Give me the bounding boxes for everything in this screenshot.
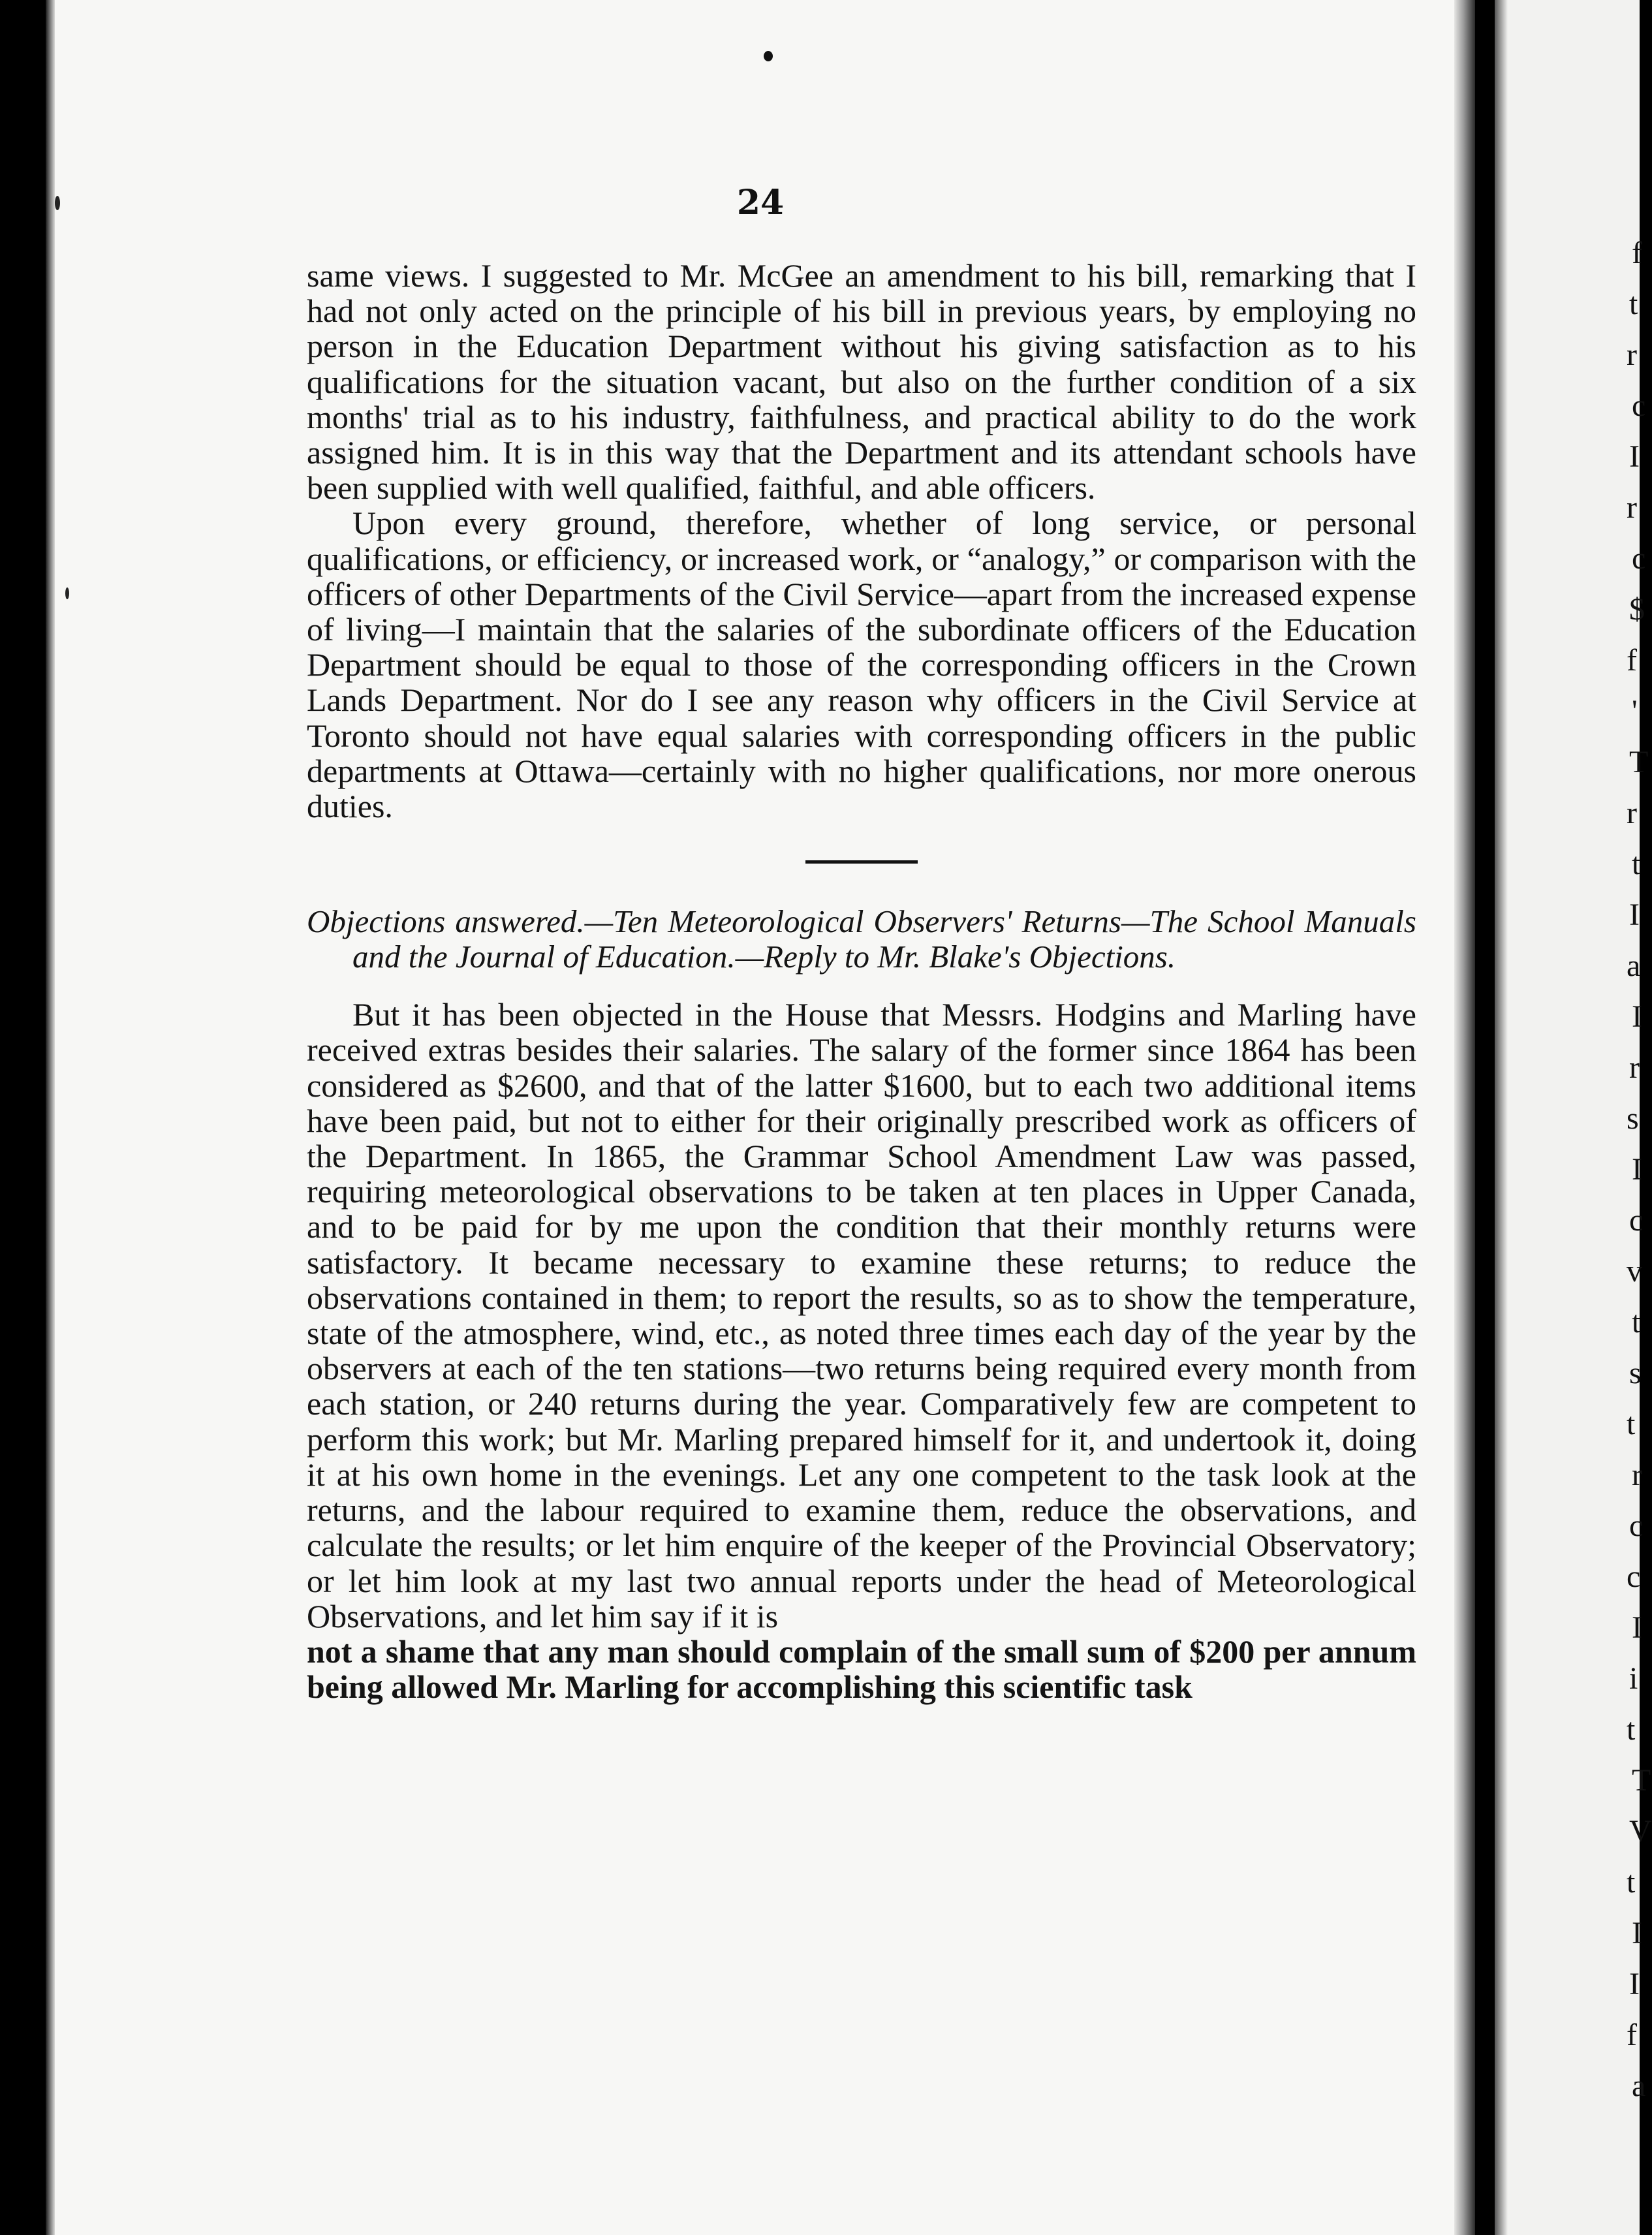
ink-dot <box>764 51 773 61</box>
section-heading: Objections answered.—Ten Meteorological Observers' Returns—The School Manuals and the Journal of Education.—Reply to Mr. Blake's Objections. <box>307 903 1416 975</box>
adjacent-page-letter: I <box>1632 999 1642 1034</box>
paragraph-objections-end: not a shame that any man should complain of the small sum of $200 per annum being allowed Mr. Marling for accomplishing this scientific task <box>307 1633 1416 1706</box>
adjacent-page-letter: ' <box>1632 694 1638 728</box>
adjacent-page-letter: f <box>1627 643 1637 678</box>
adjacent-page-letter: r <box>1632 1458 1642 1492</box>
adjacent-page-letter: r <box>1627 490 1637 525</box>
adjacent-page-letter: c <box>1629 1508 1644 1543</box>
adjacent-page-letter: $ <box>1629 592 1645 627</box>
adjacent-page-letter: t <box>1627 1407 1636 1441</box>
adjacent-page-letter: I <box>1632 1916 1642 1950</box>
scan-speck <box>65 587 69 599</box>
adjacent-page-letter: f <box>1632 236 1642 270</box>
adjacent-page-letter: I <box>1629 1967 1640 2001</box>
adjacent-page-letter: t <box>1632 847 1641 881</box>
adjacent-page-letter: a <box>1627 948 1641 983</box>
adjacent-page-letter: s <box>1629 1356 1642 1390</box>
adjacent-page-letter: I <box>1629 439 1640 474</box>
adjacent-page-letter: r <box>1627 796 1637 830</box>
adjacent-page-letter: s <box>1627 1101 1639 1136</box>
adjacent-page <box>1495 0 1652 2235</box>
adjacent-page-letter: r <box>1627 337 1637 372</box>
adjacent-page-letter: t <box>1627 1865 1636 1899</box>
adjacent-page-letter: c <box>1627 1559 1641 1594</box>
adjacent-page-letter: T <box>1629 745 1649 779</box>
adjacent-page-letter: I <box>1632 1610 1642 1645</box>
adjacent-page-letter: V <box>1629 1814 1652 1849</box>
page-number: 24 <box>736 183 785 223</box>
adjacent-page-letter: I <box>1629 898 1640 932</box>
adjacent-page-letter: t <box>1629 287 1638 321</box>
adjacent-page-letter: T <box>1632 1763 1651 1798</box>
page-binding-shadow <box>46 0 55 2235</box>
adjacent-page-letter: c <box>1629 1203 1644 1238</box>
adjacent-page-letter: I <box>1632 1152 1642 1187</box>
adjacent-page-letter: i <box>1629 1661 1638 1696</box>
section-divider <box>805 860 918 864</box>
paragraph-continuation: same views. I suggested to Mr. McGee an amendment to his bill, remarking that I had not only acted on the principle of his bill in previous years, by employing no person in the Education Department without his giving satisfaction as to his qualifications for the situation vacant, but also on the further condition of a six months' trial as to his industry, faithfulness, and practical ability to do the work assigned him. It is in this way that the Department and its attendant schools have been supplied with well qualified, faithful, and able officers. <box>307 257 1416 507</box>
scanned-page <box>46 0 1475 2235</box>
adjacent-page-letter: v <box>1627 1254 1642 1289</box>
page-body <box>307 258 1416 1704</box>
page-edge-shadow <box>1454 0 1475 2235</box>
adjacent-page-letter: a <box>1632 2069 1646 2103</box>
adjacent-page-letter: r <box>1629 1050 1640 1085</box>
adjacent-page-letter: c <box>1632 388 1646 423</box>
adjacent-page-letter: c <box>1632 541 1646 576</box>
adjacent-page-letter: f <box>1627 2018 1637 2052</box>
paragraph-objections: But it has been objected in the House that Messrs. Hodgins and Marling have received extras besides their salaries. The salary of the former since 1864 has been considered as $2600, and that of the latter $1600, but to each two additional items have been paid, but not to either for their originally prescribed work as officers of the Department. In 1865, the Grammar School Amendment Law was passed, requiring meteorological observations to be taken at ten places in Upper Canada, and to be paid for by me upon the condition that their monthly returns were satisfactory. It became necessary to examine these returns; to reduce the observations contained in them; to report the results, so as to show the temperature, state of the atmosphere, wind, etc., as noted three times each day of the year by the observers at each of the ten stations—two returns being required every month from each station, or 240 returns during the year. Comparatively few are competent to perform this work; but Mr. Marling prepared himself for it, and undertook it, doing it at his own home in the evenings. Let any one competent to the task look at the returns, and the labour required to examine them, reduce the observations, and calculate the results; or let him enquire of the keeper of the Provincial Observatory; or let him look at my last two annual reports under the head of Meteorological Observations, and let him say if it is <box>307 996 1416 1634</box>
scan-speck <box>55 196 60 210</box>
adjacent-page-shadow <box>1495 0 1508 2235</box>
adjacent-page-letter: t <box>1627 1712 1636 1747</box>
adjacent-page-letter: t <box>1632 1305 1641 1339</box>
paragraph-salaries: Upon every ground, therefore, whether of long service, or personal qualifications, or efficiency, or increased work, or “analogy,” or comparison with the officers of other Departments of the Civil Service—apart from the increased expense of living—I maintain that the salaries of the subordinate officers of the Education Department should be equal to those of the corresponding officers in the Crown Lands Department. Nor do I see any reason why officers in the Civil Service at Toronto should not have equal salaries with corresponding officers in the public departments at Ottawa—certainly with no higher qualifications, nor more onerous duties. <box>307 505 1416 825</box>
